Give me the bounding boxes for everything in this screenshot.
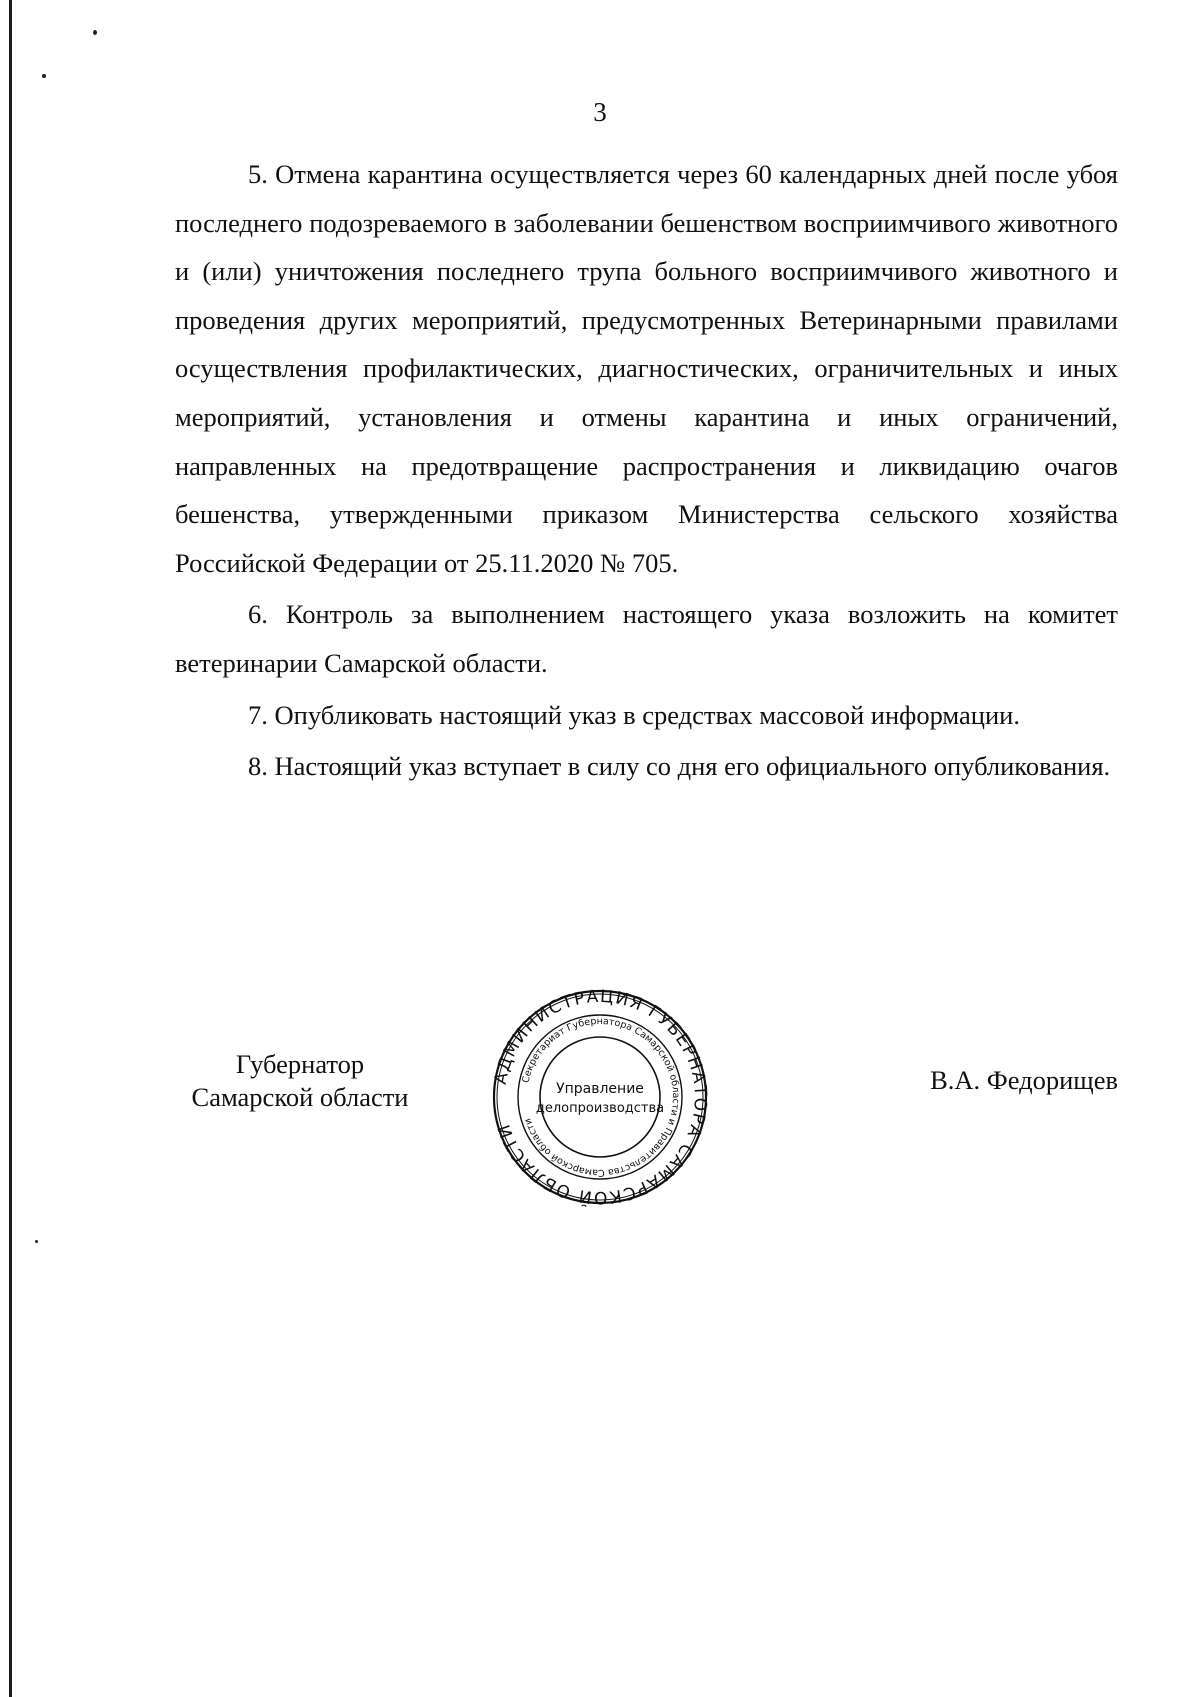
- signatory-title-line1: Губернатор: [235, 1049, 365, 1079]
- stamp-middle-text: Секретариат Губернатора Самарской области и Правительства Самарской области: [520, 1015, 682, 1179]
- stamp-center-line1: Управление: [556, 1081, 644, 1097]
- svg-text:Секретариат Губернатора Самарс: [520, 1016, 681, 1178]
- stamp-seal-graphic: [490, 987, 710, 1207]
- signatory-title: [150, 1048, 450, 1114]
- signatory-name: В.А. Федорищев: [930, 1065, 1118, 1095]
- stamp-center-line2: делопроизводства: [535, 1101, 665, 1116]
- page-number: 3: [593, 97, 607, 127]
- scan-speck: [42, 74, 46, 78]
- paragraph-7: 7. Опубликовать настоящий указ в средствах массовой информации.: [248, 699, 1020, 730]
- paragraph-5: 5. Отмена карантина осуществляется через 60 календарных дней после убоя последнего подозреваемого в заболевании бешенством восприимчивого животного и (или) уничтожения последнего трупа больного восприимчивого животного и проведения других мероприятий, предусмотренных Ветеринарными правилами осуществления профилактических, диагностических, ограничительных и иных мероприятий, установления и отмены карантина и иных ограничений, направленных на предотвращение распространения и ликвидацию очагов бешенства, утвержденными приказом Министерства сельского хозяйства Российской Федерации от 25.11.2020 № 705.: [175, 159, 1118, 578]
- document-body: [175, 150, 1118, 794]
- paragraph-8: 8. Настоящий указ вступает в силу со дня его официального опубликования.: [248, 751, 1111, 782]
- scan-speck: [93, 30, 97, 35]
- official-stamp: [490, 987, 710, 1207]
- signatory-title-line2: Самарской области: [191, 1082, 409, 1112]
- scan-speck: [35, 1240, 38, 1243]
- paragraph-6: 6. Контроль за выполнением настоящего указа возложить на комитет ветеринарии Самарской области.: [175, 599, 1118, 678]
- scan-left-edge: [9, 0, 12, 1697]
- stamp-outer-text: АДМИНИСТРАЦИЯ ГУБЕРНАТОРА САМАРСКОЙ ОБЛАСТИ: [490, 987, 710, 1207]
